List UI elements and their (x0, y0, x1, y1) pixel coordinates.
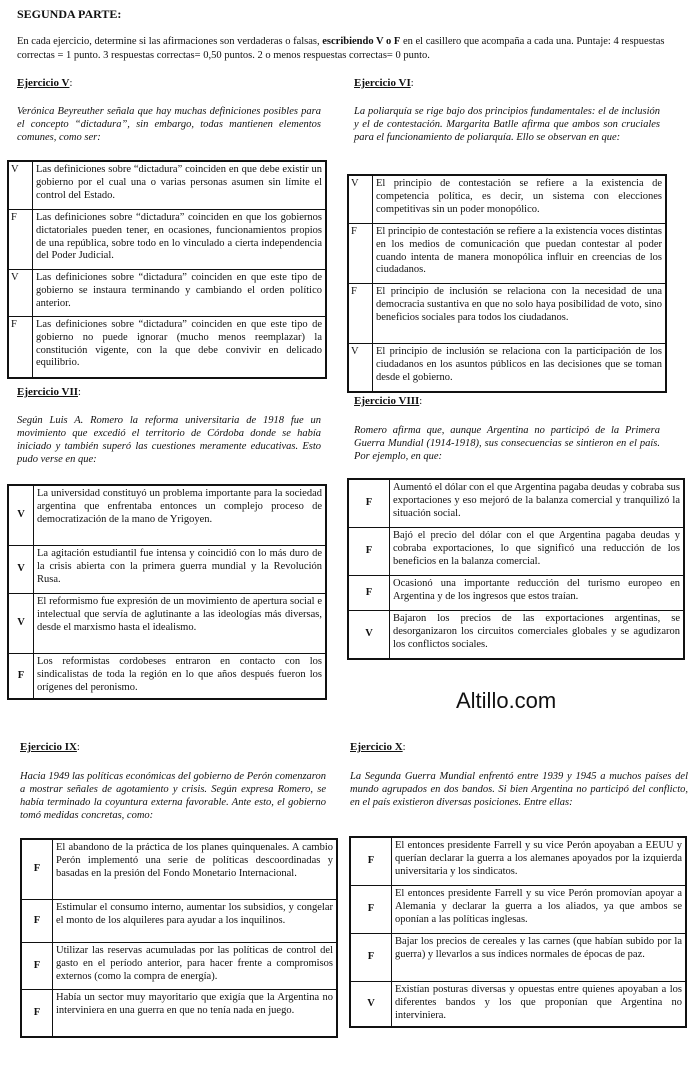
exercise-vii-table (7, 484, 327, 700)
answer-cell[interactable]: V (350, 982, 392, 1028)
exercise-title: Ejercicio V (17, 77, 70, 89)
answer-cell[interactable]: F (350, 886, 392, 934)
exercise-title: Ejercicio VII (17, 386, 78, 398)
statement-cell: El abandono de la práctica de los planes quinquenales. A cambio Perón implementó una serie de políticas descoordinadas y basadas en la presión del Fondo Monetario Internacional. (53, 839, 338, 900)
table-row (8, 210, 326, 270)
exercise-lead: Verónica Beyreuther señala que hay muchas definiciones posibles para el concepto “dictadura”, sin embargo, todas mantienen elementos comunes, como ser: (17, 106, 321, 144)
answer-cell[interactable]: V (348, 344, 373, 393)
statement-cell: La universidad constituyó un problema importante para la sociedad argentina que enfrentaba entonces un complejo proceso de democratización de la mano de Yrigoyen. (34, 485, 327, 546)
table-row (21, 839, 337, 900)
statement-cell: El principio de contestación se refiere a la existencia voces distintas en los medios de comunicación que puedan contestar al poder cuando intenta de manera monopólica influir en creencias de los ciudadanos. (373, 224, 667, 284)
exercise-v-heading: Ejercicio V: (17, 77, 73, 89)
instructions (17, 35, 677, 62)
answer-cell[interactable]: F (348, 284, 373, 344)
statement-cell: Había un sector muy mayoritario que exigía que la Argentina no interviniera en una guerra en que no tenía nada en juego. (53, 990, 338, 1038)
exercise-viii-table (347, 478, 685, 660)
statement-cell: La agitación estudiantil fue intensa y coincidió con lo más duro de la crisis abierta con la primera guerra mundial y la Revolución Rusa. (34, 546, 327, 594)
statement-cell: Bajó el precio del dólar con el que Argentina pagaba deudas y cobraba exportaciones, lo que significó una reducción de los beneficios en la balanza comercial. (390, 528, 685, 576)
statement-cell: Bajaron los precios de las exportaciones argentinas, se desorganizaron los circuitos comerciales globales y se agudizaron los conflictos sociales. (390, 611, 685, 660)
statement-cell: Utilizar las reservas acumuladas por las políticas de control del gasto en el período anterior, para hacer frente a compromisos externos (como la compra de energía). (53, 943, 338, 990)
answer-cell[interactable]: V (8, 485, 34, 546)
answer-cell[interactable]: F (21, 943, 53, 990)
exercise-ix-table (20, 838, 338, 1038)
table-row (21, 990, 337, 1038)
exercise-lead: La poliarquía se rige bajo dos principios fundamentales: el de inclusión y el de contestación. Margarita Batlle afirma que ambos son cruciales para el funcionamiento de poliarquía. Ello se observan en que: (354, 106, 660, 144)
exercise-lead: Según Luis A. Romero la reforma universitaria de 1918 fue un movimiento que excedió el territorio de Córdoba donde se había iniciado y también superó las cuestiones meramente educativas. Esto pudo verse en que: (17, 415, 321, 466)
statement-cell: Los reformistas cordobeses entraron en contacto con los sindicalistas de toda la región en lo que años después fueron los orígenes del peronismo. (34, 654, 327, 700)
exercise-x-table (349, 836, 687, 1028)
answer-cell[interactable]: V (8, 594, 34, 654)
statement-cell: El principio de inclusión se relaciona con la necesidad de una democracia sustantiva en que no solo haya posibilidad de voto, sino beneficios sociales para todos los ciudadanos. (373, 284, 667, 344)
exercise-lead: Hacia 1949 las políticas económicas del gobierno de Perón comenzaron a mostrar señales de agotamiento y crisis. Según expresa Romero, se había terminado la coyuntura externa favorable. Ante esto, el gobierno tomó medidas concretas, como: (20, 771, 326, 822)
table-row (348, 224, 666, 284)
answer-cell[interactable]: F (21, 900, 53, 943)
table-row (21, 943, 337, 990)
table-row (350, 837, 686, 886)
answer-cell[interactable]: F (348, 479, 390, 528)
table-row (350, 934, 686, 982)
answer-cell[interactable]: F (8, 210, 33, 270)
table-row (8, 270, 326, 317)
answer-cell[interactable]: F (8, 317, 33, 379)
exercise-vi-table (347, 174, 667, 393)
statement-cell: Aumentó el dólar con el que Argentina pagaba deudas y cobraba sus exportaciones y eso mejoró de la balanza comercial y tranquilizó la situación social. (390, 479, 685, 528)
exercise-ix-heading: Ejercicio IX: (20, 741, 80, 753)
statement-cell: El entonces presidente Farrell y su vice Perón promovían apoyar a Alemania y declarar la guerra a los aliados, ya que ambos se oponían a las políticas inglesas. (392, 886, 687, 934)
statement-cell: El entonces presidente Farrell y su vice Perón apoyaban a EEUU y querían declarar la guerra a los alemanes apoyados por la izquierda universitaria y los sindicatos. (392, 837, 687, 886)
table-row (8, 161, 326, 210)
answer-cell[interactable]: F (8, 654, 34, 700)
exercise-lead: La Segunda Guerra Mundial enfrentó entre 1939 y 1945 a muchos países del mundo agrupados en dos bandos. Si bien Argentina no participó del conflicto, en el país existieron diversas posiciones. Entre ellas: (350, 771, 688, 809)
exercise-title: Ejercicio VI (354, 77, 411, 89)
instructions-emphasis: escribiendo V o F (322, 36, 401, 47)
table-row (348, 611, 684, 660)
exercise-vi-heading: Ejercicio VI: (354, 77, 414, 89)
statement-cell: Bajar los precios de cereales y las carnes (que habían subido por la guerra) y llevarlos a sus índices normales de épocas de paz. (392, 934, 687, 982)
answer-cell[interactable]: F (21, 990, 53, 1038)
table-row (350, 982, 686, 1028)
exercise-title: Ejercicio X (350, 741, 403, 753)
table-row (8, 594, 326, 654)
table-row (8, 546, 326, 594)
answer-cell[interactable]: F (21, 839, 53, 900)
answer-cell[interactable]: V (8, 546, 34, 594)
statement-cell: Las definiciones sobre “dictadura” coinciden en que este tipo de gobierno se instaura terminando y cambiando el orden político anterior. (33, 270, 327, 317)
answer-cell[interactable]: F (348, 528, 390, 576)
table-row (350, 886, 686, 934)
exercise-v-table (7, 160, 327, 379)
exercise-vii-heading: Ejercicio VII: (17, 386, 81, 398)
table-row (348, 528, 684, 576)
altillo-brand: Altillo.com (456, 688, 557, 713)
exercise-title: Ejercicio VIII (354, 395, 420, 407)
page-title: SEGUNDA PARTE: (17, 7, 122, 21)
instructions-scoring: en el casillero que acompaña a cada una. Puntaje: 4 respuestas correctas = 1 punto. 3 respuestas correctas= 0,50 puntos. 2 o menos respuestas correctas= 0 punto. (17, 36, 665, 61)
table-row (8, 485, 326, 546)
statement-cell: Existían posturas diversas y opuestas entre quienes apoyaban a los diferentes bandos y los que proponían que Argentina no interviniera. (392, 982, 687, 1028)
statement-cell: El reformismo fue expresión de un movimiento de apertura social e intelectual que servía de aglutinante a las ideologías más diversas, desde el marxismo hasta el idealismo. (34, 594, 327, 654)
table-row (348, 175, 666, 224)
statement-cell: Las definiciones sobre “dictadura” coinciden en que este tipo de gobierno no puede ignorar (mucho menos reemplazar) la constitución vigente, con la que debe convivir en delicado equilibrio. (33, 317, 327, 379)
table-row (348, 479, 684, 528)
table-row (8, 317, 326, 379)
statement-cell: Ocasionó una importante reducción del turismo europeo en Argentina y de los ingresos que estos traían. (390, 576, 685, 611)
answer-cell[interactable]: V (348, 611, 390, 660)
table-row (348, 284, 666, 344)
statement-cell: Las definiciones sobre “dictadura” coinciden en que los gobiernos dictatoriales pueden tener, en ocasiones, funcionamientos propios de una república, sobre todo en lo vinculado a cierta independencia del Poder Judicial. (33, 210, 327, 270)
exercise-lead: Romero afirma que, aunque Argentina no participó de la Primera Guerra Mundial (1914-1918), sus consecuencias se sintieron en el país. Por ejemplo, en que: (354, 425, 660, 463)
answer-cell[interactable]: V (348, 175, 373, 224)
statement-cell: El principio de contestación se refiere a la existencia de competencia política, es decir, un sistema con elecciones competitivas sin un poder monopólico. (373, 175, 667, 224)
table-row (8, 654, 326, 700)
table-row (348, 344, 666, 393)
table-row (21, 900, 337, 943)
exercise-x-heading: Ejercicio X: (350, 741, 406, 753)
statement-cell: El principio de inclusión se relaciona con la participación de los ciudadanos en los asuntos públicos en las decisiones que se toman desde el gobierno. (373, 344, 667, 393)
answer-cell[interactable]: F (350, 837, 392, 886)
answer-cell[interactable]: F (348, 224, 373, 284)
statement-cell: Las definiciones sobre “dictadura” coinciden en que debe existir un gobierno por el cual una o varias personas asumen sin límite el control del Estado. (33, 161, 327, 210)
statement-cell: Estimular el consumo interno, aumentar los subsidios, y congelar el monto de los alquileres para ayudar a los inquilinos. (53, 900, 338, 943)
exercise-title: Ejercicio IX (20, 741, 77, 753)
table-row (348, 576, 684, 611)
exercise-viii-heading: Ejercicio VIII: (354, 395, 423, 407)
answer-cell[interactable]: F (350, 934, 392, 982)
answer-cell[interactable]: V (8, 270, 33, 317)
instructions-text: En cada ejercicio, determine si las afirmaciones son verdaderas o falsas, (17, 36, 320, 47)
answer-cell[interactable]: F (348, 576, 390, 611)
answer-cell[interactable]: V (8, 161, 33, 210)
